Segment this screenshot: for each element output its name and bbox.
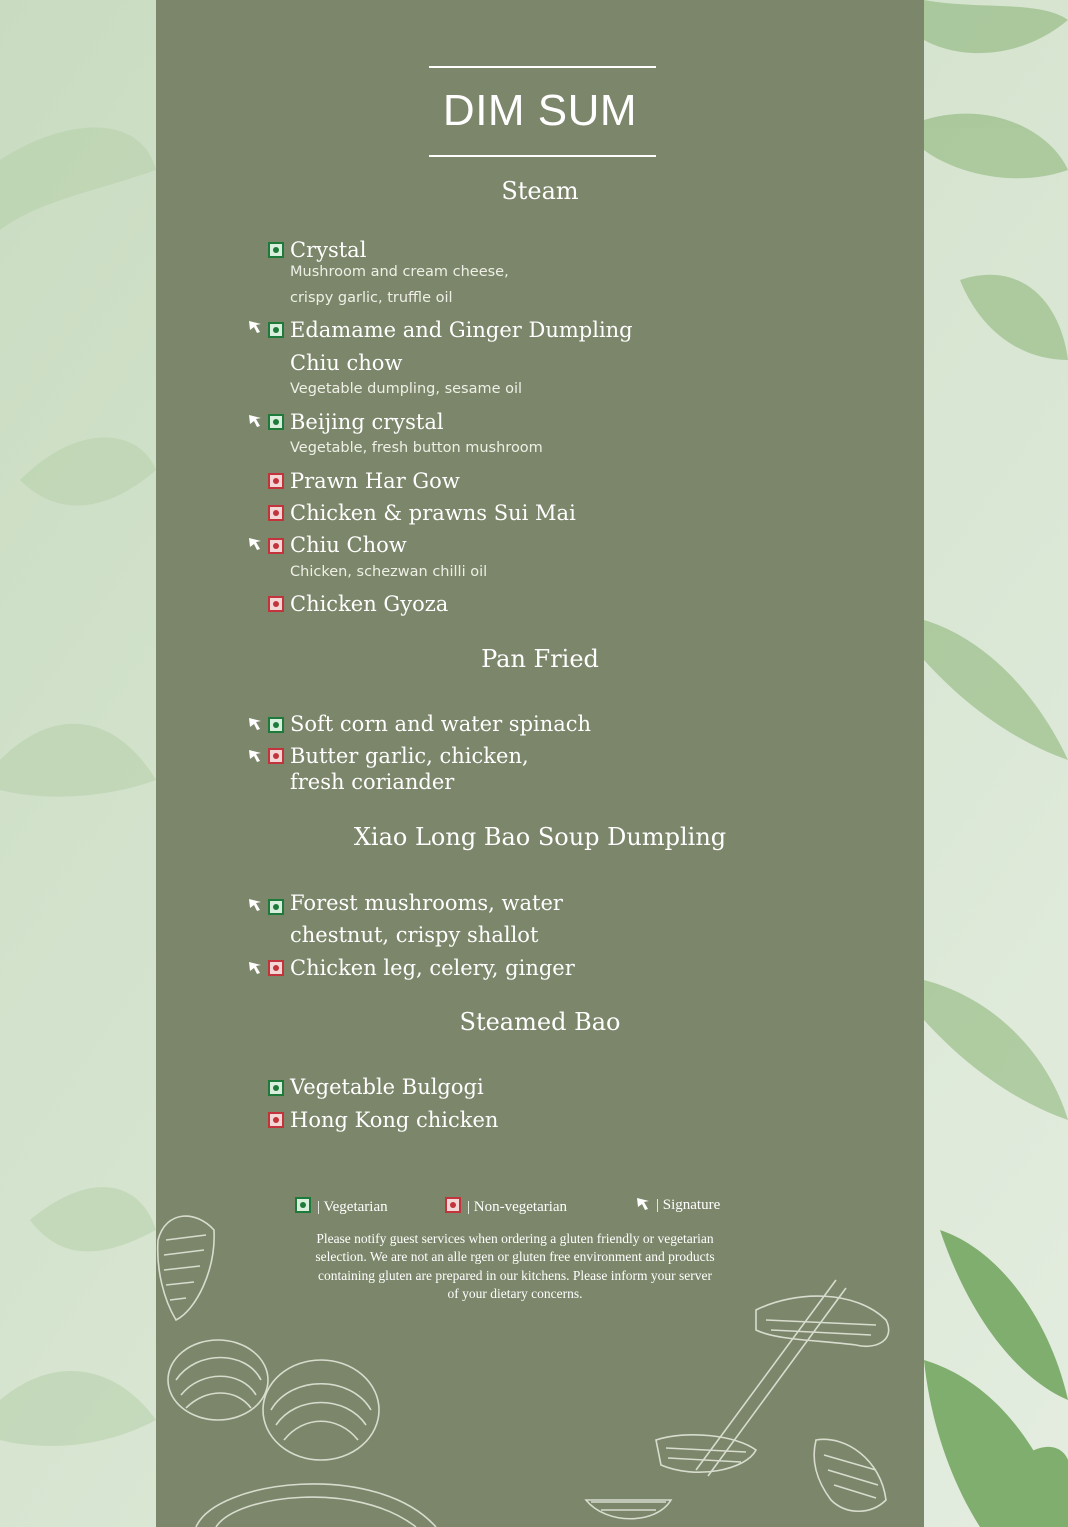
- item-har-gow: Prawn Har Gow: [290, 469, 460, 493]
- signature-icon: [248, 749, 262, 763]
- non-vegetarian-icon: [268, 538, 284, 554]
- dietary-note-line: containing gluten are prepared in our kitchens. Please inform your server: [318, 1267, 712, 1283]
- item-crystal: Crystal: [290, 238, 367, 262]
- dietary-note-line: of your dietary concerns.: [447, 1285, 583, 1301]
- section-xiao-long-bao: Xiao Long Bao Soup Dumpling: [353, 823, 727, 851]
- non-vegetarian-icon: [268, 596, 284, 612]
- item-forest-mushrooms-line2: chestnut, crispy shallot: [290, 923, 539, 947]
- item-gyoza: Chicken Gyoza: [290, 592, 449, 616]
- signature-icon: [248, 537, 262, 551]
- vegetarian-icon: [268, 1080, 284, 1096]
- item-butter-garlic-line2: fresh coriander: [290, 770, 455, 794]
- legend-signature-label: | Signature: [656, 1197, 721, 1213]
- item-chiu-chow-veg: Chiu chow: [290, 351, 403, 375]
- vegetarian-icon: [268, 717, 284, 733]
- dietary-note-line: selection. We are not an alle rgen or gluten free environment and products: [315, 1249, 715, 1265]
- section-steamed-bao: Steamed Bao: [459, 1008, 621, 1036]
- item-crystal-desc: crispy garlic, truffle oil: [290, 290, 453, 306]
- section-steam: Steam: [501, 177, 579, 205]
- item-soft-corn: Soft corn and water spinach: [290, 712, 592, 736]
- signature-icon: [248, 717, 262, 731]
- item-crystal-desc: Mushroom and cream cheese,: [290, 264, 509, 280]
- item-butter-garlic: Butter garlic, chicken,: [290, 744, 529, 768]
- dumpling-sketch-illustration: [156, 1180, 924, 1527]
- signature-icon: [248, 961, 262, 975]
- item-hong-kong-chicken: Hong Kong chicken: [290, 1108, 499, 1132]
- non-vegetarian-icon: [268, 473, 284, 489]
- item-beijing-desc: Vegetable, fresh button mushroom: [290, 440, 543, 456]
- non-vegetarian-icon: [268, 505, 284, 521]
- non-vegetarian-icon: [268, 748, 284, 764]
- signature-icon: [248, 320, 262, 334]
- item-edamame: Edamame and Ginger Dumpling: [290, 318, 633, 342]
- dietary-note-line: Please notify guest services when ordering a gluten friendly or vegetarian: [316, 1231, 714, 1246]
- item-chiu-chow-veg-desc: Vegetable dumpling, sesame oil: [290, 381, 523, 397]
- title-rule-top: [429, 66, 656, 68]
- legend-non-vegetarian-label: | Non-vegetarian: [467, 1199, 568, 1215]
- legend-vegetarian-label: | Vegetarian: [317, 1199, 388, 1215]
- vegetarian-icon: [268, 414, 284, 430]
- item-forest-mushrooms: Forest mushrooms, water: [290, 891, 563, 915]
- vegetarian-icon: [268, 322, 284, 338]
- item-chiu-chow-desc: Chicken, schezwan chilli oil: [290, 564, 488, 580]
- item-sui-mai: Chicken & prawns Sui Mai: [290, 501, 576, 525]
- vegetarian-icon: [268, 899, 284, 915]
- signature-icon: [248, 898, 262, 912]
- title-rule-bottom: [429, 155, 656, 157]
- page-title: DIM SUM: [442, 86, 638, 135]
- non-vegetarian-icon: [268, 1112, 284, 1128]
- item-chicken-leg: Chicken leg, celery, ginger: [290, 956, 575, 980]
- section-pan-fried: Pan Fried: [481, 645, 599, 673]
- signature-icon: [248, 414, 262, 428]
- item-vegetable-bulgogi: Vegetable Bulgogi: [290, 1075, 484, 1099]
- item-chiu-chow: Chiu Chow: [290, 533, 407, 557]
- vegetarian-icon: [268, 242, 284, 258]
- non-vegetarian-icon: [268, 960, 284, 976]
- item-beijing: Beijing crystal: [290, 410, 444, 434]
